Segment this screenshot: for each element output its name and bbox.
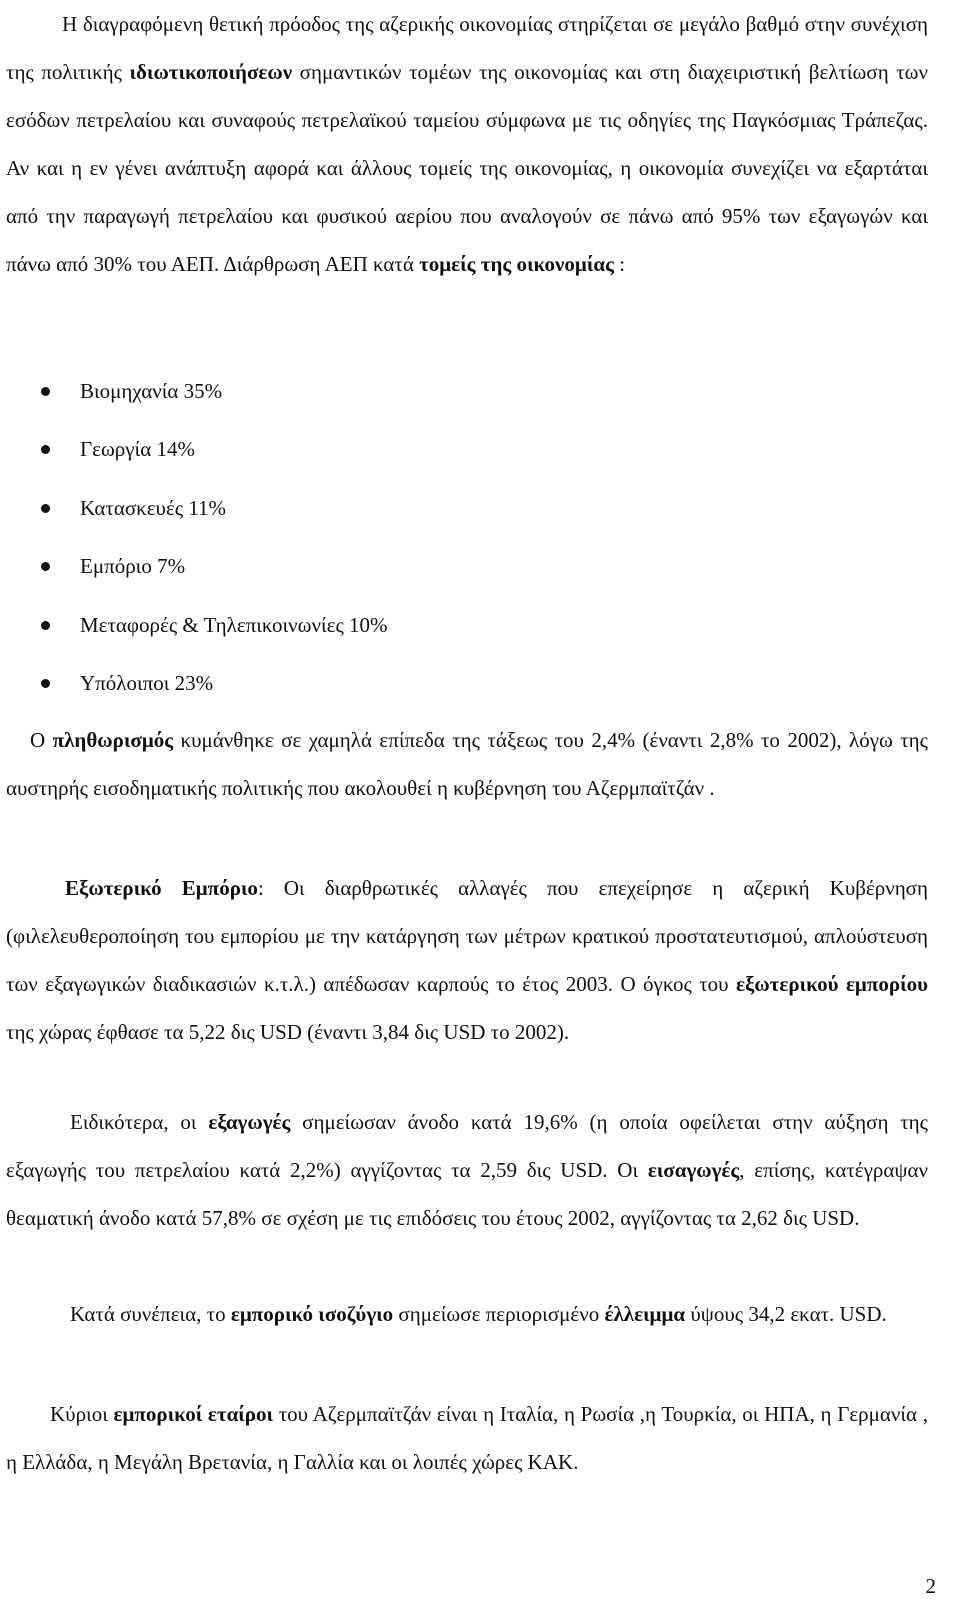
text: , επίσης, κατέγραψαν θεαματική άνοδο κατά 57,8% σε σχέση με τις επιδόσεις του έτους 2002, αγγίζοντας τα 2,62 δις USD. bbox=[6, 1158, 928, 1230]
bullet-icon bbox=[41, 445, 50, 454]
bold-term-inflation: πληθωρισμός bbox=[52, 728, 174, 752]
list-item bbox=[6, 479, 928, 538]
bullet-icon bbox=[41, 504, 50, 513]
paragraph-foreign-trade bbox=[6, 864, 928, 1056]
bold-term-sectors: τομείς της οικονομίας bbox=[419, 252, 614, 276]
text: Κύριοι bbox=[50, 1402, 114, 1426]
paragraph-exports-imports bbox=[6, 1098, 928, 1242]
bold-term-imports: εισαγωγές bbox=[647, 1158, 740, 1182]
bullet-icon bbox=[41, 387, 50, 396]
bold-term-exports: εξαγωγές bbox=[208, 1110, 291, 1134]
text: της χώρας έφθασε τα 5,22 δις USD (έναντι 3,84 δις USD το 2002). bbox=[6, 1020, 570, 1044]
text: : bbox=[613, 252, 626, 276]
list-item-label: Γεωργία 14% bbox=[80, 437, 195, 462]
bold-term-external-trade: εξωτερικού εμπορίου bbox=[735, 972, 928, 996]
text: Ο bbox=[30, 728, 53, 752]
bullet-icon bbox=[41, 679, 50, 688]
text: σημείωσαν άνοδο κατά 19,6% (η οποία οφείλεται στην αύξηση της εξαγωγής του πετρελαίου κατά 2,2%) αγγίζοντας τα 2,59 δις USD. Οι bbox=[6, 1110, 928, 1182]
list-item-label: Κατασκευές 11% bbox=[80, 495, 227, 520]
paragraph-trade-partners bbox=[6, 1390, 928, 1486]
page-number: 2 bbox=[925, 1574, 936, 1598]
bullet-icon bbox=[41, 621, 50, 630]
bold-term-deficit: έλλειμμα bbox=[604, 1302, 686, 1326]
list-item-label: Μεταφορές & Τηλεπικοινωνίες 10% bbox=[80, 612, 388, 637]
paragraph-inflation bbox=[6, 716, 928, 812]
list-item bbox=[6, 538, 928, 597]
text: σημαντικών τομέων της οικονομίας και στη διαχειριστική βελτίωση των εσόδων πετρελαίου και συναφούς πετρελαϊκού ταμείου σύμφωνα με τις οδηγίες της Παγκόσμιας Τράπεζας. Αν και η εν γένει ανάπτυξη αφορά και άλλους τομείς της οικονομίας, η οικονομία συνεχίζει να εξαρτάται από την παραγωγή πετρελαίου και φυσικού αερίου που αναλογούν σε πάνω από 95% των εξαγωγών και πάνω από 30% του ΑΕΠ. Διάρθρωση ΑΕΠ κατά bbox=[6, 60, 928, 276]
list-item bbox=[6, 362, 928, 421]
text: του Αζερμπαϊτζάν είναι η Ιταλία, η Ρωσία ,η Τουρκία, οι ΗΠΑ, η Γερμανία , η Ελλάδα, η Μεγάλη Βρετανία, η Γαλλία και οι λοιπές χώρες ΚΑΚ. bbox=[6, 1402, 928, 1474]
list-item bbox=[6, 655, 928, 714]
list-item-label: Υπόλοιποι 23% bbox=[80, 671, 214, 696]
text: ύψους 34,2 εκατ. USD. bbox=[685, 1302, 887, 1326]
list-item-label: Εμπόριο 7% bbox=[80, 554, 186, 579]
bullet-icon bbox=[41, 562, 50, 571]
list-item-label: Βιομηχανία 35% bbox=[80, 378, 223, 403]
text: : Οι διαρθρωτικές αλλαγές που επεχείρησε η αζερική Κυβέρνηση (φιλελευθεροποίηση του εμπορίου με την κατάργηση των μέτρων κρατικού προστατευτισμού, απλούστευση των εξαγωγικών διαδικασιών κ.τ.λ.) απέδωσαν καρπούς το έτος 2003. Ο όγκος του bbox=[6, 876, 928, 996]
text: σημείωσε περιορισμένο bbox=[393, 1302, 605, 1326]
bold-term-privatizations: ιδιωτικοποιήσεων bbox=[129, 60, 293, 84]
text: Ειδικότερα, οι bbox=[70, 1110, 209, 1134]
paragraph-trade-balance bbox=[6, 1290, 928, 1338]
list-item bbox=[6, 596, 928, 655]
gdp-sector-list bbox=[6, 362, 928, 713]
text: κυμάνθηκε σε χαμηλά επίπεδα της τάξεως του 2,4% (έναντι 2,8% το 2002), λόγω της αυστηρής εισοδηματικής πολιτικής που ακολουθεί η κυβέρνηση του Αζερμπαϊτζάν . bbox=[6, 728, 928, 800]
list-item bbox=[6, 421, 928, 480]
bold-term-trade-balance: εμπορικό ισοζύγιο bbox=[230, 1302, 394, 1326]
text: Η διαγραφόμενη θετική πρόοδος της αζερικής οικονομίας στηρίζεται σε μεγάλο βαθμό στην συνέχιση της πολιτικής bbox=[6, 12, 928, 84]
text: Κατά συνέπεια, το bbox=[70, 1302, 231, 1326]
paragraph-economy-overview bbox=[6, 0, 928, 288]
bold-term-trade-partners: εμπορικοί εταίροι bbox=[113, 1402, 274, 1426]
bold-term-foreign-trade: Εξωτερικό Εμπόριο bbox=[65, 876, 258, 900]
